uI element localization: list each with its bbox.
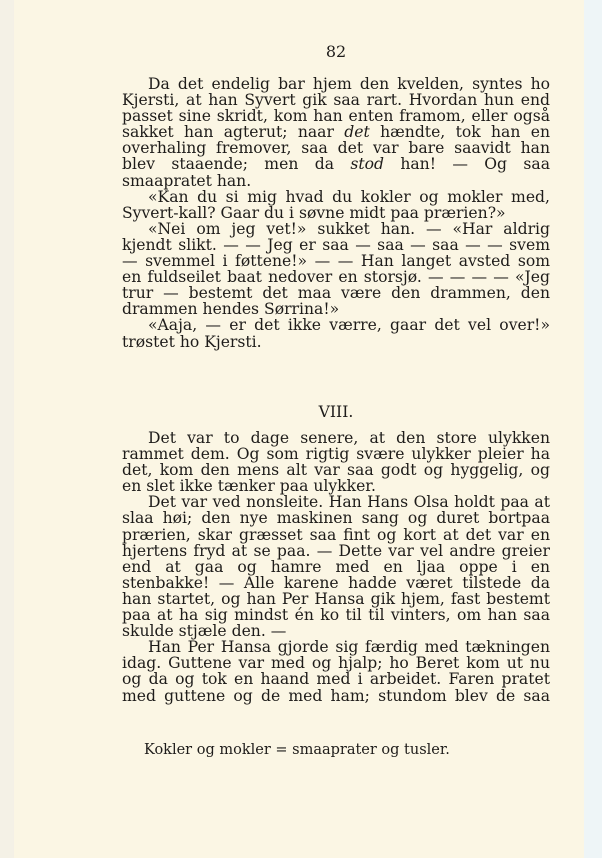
paragraph-6: Det var ved nonsleite. Han Hans Olsa holdt paa at slaa høi; den nye maskinen sang og duret bortpaa prærien, skar græsset saa fint og kort at det var en hjertens fryd at se paa. — Dette var vel andre greier end at gaa og hamre med en ljaa oppe i en stenbakke! — Alle karene hadde været tilstede da han startet, og han Per Hansa gik hjem, fast bestemt paa at ha sig mindst én ko til til vinters, om han saa skulde stjæle den. — xyxy=(122,493,550,641)
chapter-heading: VIII. xyxy=(318,403,354,421)
book-page xyxy=(14,0,584,858)
paragraph-1-end: han! — Og saa smaapratet han. xyxy=(122,155,550,190)
page-edge xyxy=(584,0,602,858)
paragraph-7: Han Per Hansa gjorde sig færdig med tækningen idag. Guttene var med og hjalp; ho Beret kom ut nu og da og tok en haand med i arbeidet. Faren pratet med guttene og de med ham; stundom blev de saa xyxy=(122,638,550,705)
section-2 xyxy=(122,430,550,704)
paragraph-1-middle: hændte, tok han en overhaling fremover, saa det var bare saavidt han blev staaende; men da xyxy=(122,123,550,174)
page-number: 82 xyxy=(325,42,347,61)
paragraph-1-emphasis-2: stod xyxy=(350,155,384,174)
section-1 xyxy=(122,76,550,350)
paragraph-5: Det var to dage senere, at den store ulykken rammet dem. Og som rigtig svære ulykker pleier ha det, kom den mens alt var saa godt og hyggelig, og en slet ikke tænker paa ulykker. xyxy=(122,429,550,496)
footnote: Kokler og mokler = smaaprater og tusler. xyxy=(144,742,450,758)
paragraph-1-start: Da det endelig bar hjem den kvelden, syntes ho Kjersti, at han Syvert gik saa rart. Hvordan hun end passet sine skridt, kom han enten framom, eller også sakket han agterut; naar xyxy=(122,75,550,142)
paragraph-4: «Aaja, — er det ikke værre, gaar det vel over!» trøstet ho Kjersti. xyxy=(122,316,550,351)
paragraph-1 xyxy=(122,76,550,189)
paragraph-3: «Nei om jeg vet!» sukket han. — «Har aldrig kjendt slikt. — — Jeg er saa — saa — saa — — svem — svemmel i føttene!» — — Han langet avsted som en fuldseilet baat nedover en storsjø. — — — — «Jeg trur — bestemt det maa være den drammen, den drammen hendes Sørrina!» xyxy=(122,219,550,319)
paragraph-2: «Kan du si mig hvad du kokler og mokler med, Syvert-kall? Gaar du i søvne midt paa prærien?» xyxy=(122,187,550,222)
paragraph-1-emphasis-1: det xyxy=(344,123,370,142)
